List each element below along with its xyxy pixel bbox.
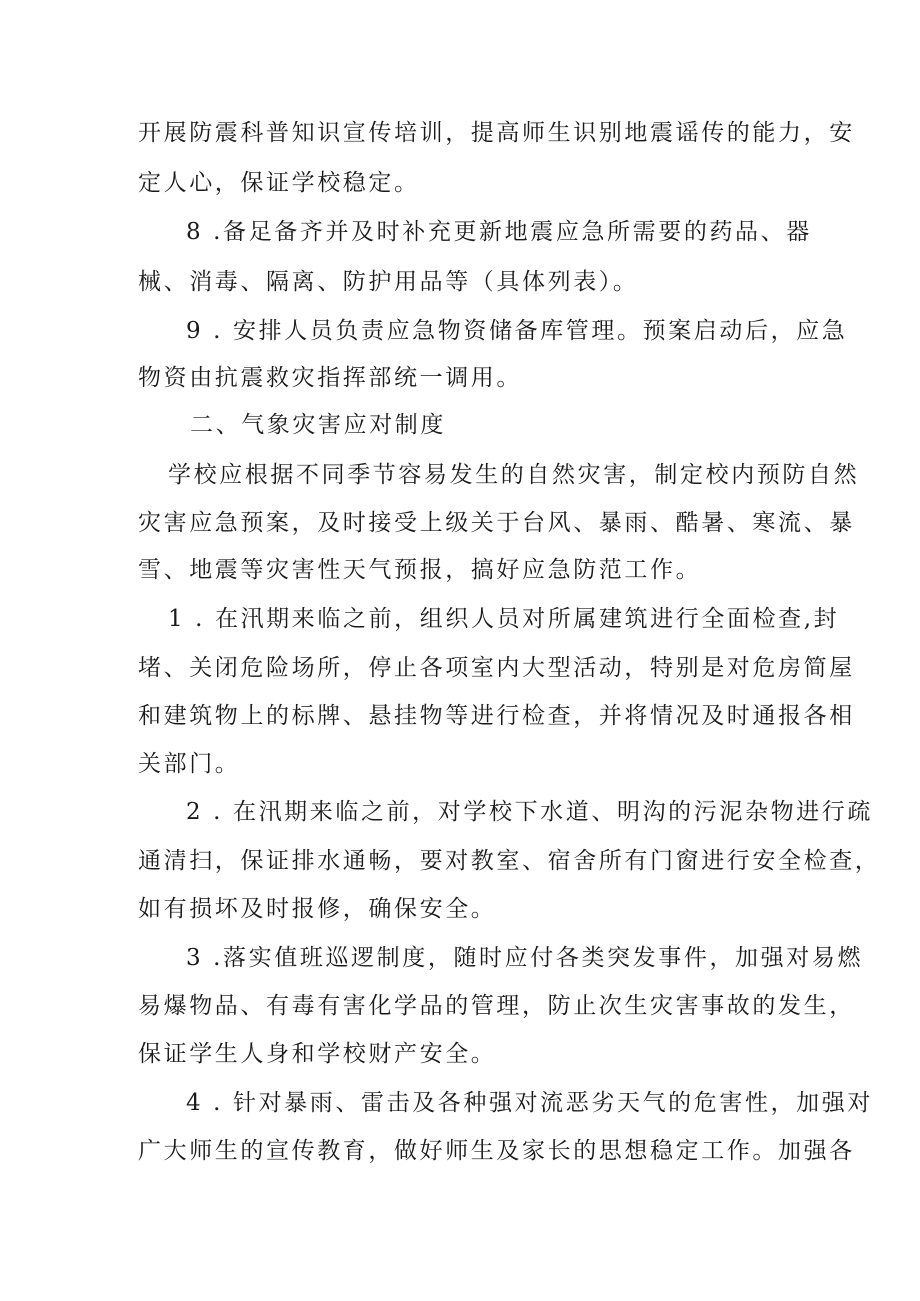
paragraph-line: 3 .落实值班巡逻制度，随时应付各类突发事件，加强对易燃 bbox=[186, 945, 864, 971]
paragraph-line: 灾害应急预案，及时接受上级关于台风、暴雨、酷暑、寒流、暴 bbox=[138, 510, 855, 536]
paragraph-line: 关部门。 bbox=[138, 751, 241, 777]
paragraph-line: 通清扫，保证排水通畅，要对教室、宿舍所有门窗进行安全检查， bbox=[138, 848, 881, 874]
paragraph-line: 和建筑物上的标牌、悬挂物等进行检查，并将情况及时通报各相 bbox=[138, 703, 855, 729]
section-heading: 二、气象灾害应对制度 bbox=[190, 412, 446, 438]
paragraph-line: 8 .备足备齐并及时补充更新地震应急所需要的药品、器 bbox=[186, 219, 812, 245]
paragraph-line: 雪、地震等灾害性天气预报，搞好应急防范工作。 bbox=[138, 557, 702, 583]
paragraph-line: 如有损坏及时报修，确保安全。 bbox=[138, 896, 497, 922]
paragraph-line: 学校应根据不同季节容易发生的自然灾害，制定校内预防自然 bbox=[168, 462, 860, 488]
paragraph-line: 9 . 安排人员负责应急物资储备库管理。预案启动后，应急 bbox=[186, 318, 848, 344]
paragraph-line: 保证学生人身和学校财产安全。 bbox=[138, 1041, 497, 1067]
paragraph-line: 开展防震科普知识宣传培训，提高师生识别地震谣传的能力，安 bbox=[138, 120, 855, 146]
paragraph-line: 4 . 针对暴雨、雷击及各种强对流恶劣天气的危害性，加强对 bbox=[186, 1090, 873, 1116]
paragraph-line: 广大师生的宣传教育，做好师生及家长的思想稳定工作。加强各 bbox=[138, 1138, 855, 1164]
paragraph-line: 易爆物品、有毒有害化学品的管理，防止次生灾害事故的发生， bbox=[138, 993, 855, 1019]
paragraph-line: 1 . 在汛期来临之前，组织人员对所属建筑进行全面检查,封 bbox=[168, 606, 840, 632]
paragraph-line: 械、消毒、隔离、防护用品等（具体列表）。 bbox=[138, 269, 639, 295]
paragraph-line: 定人心，保证学校稳定。 bbox=[138, 170, 420, 196]
paragraph-line: 堵、关闭危险场所，停止各项室内大型活动，特别是对危房简屋 bbox=[138, 655, 855, 681]
paragraph-line: 物资由抗震救灾指挥部统一调用。 bbox=[138, 365, 522, 391]
paragraph-line: 2 . 在汛期来临之前，对学校下水道、明沟的污泥杂物进行疏 bbox=[186, 799, 873, 825]
